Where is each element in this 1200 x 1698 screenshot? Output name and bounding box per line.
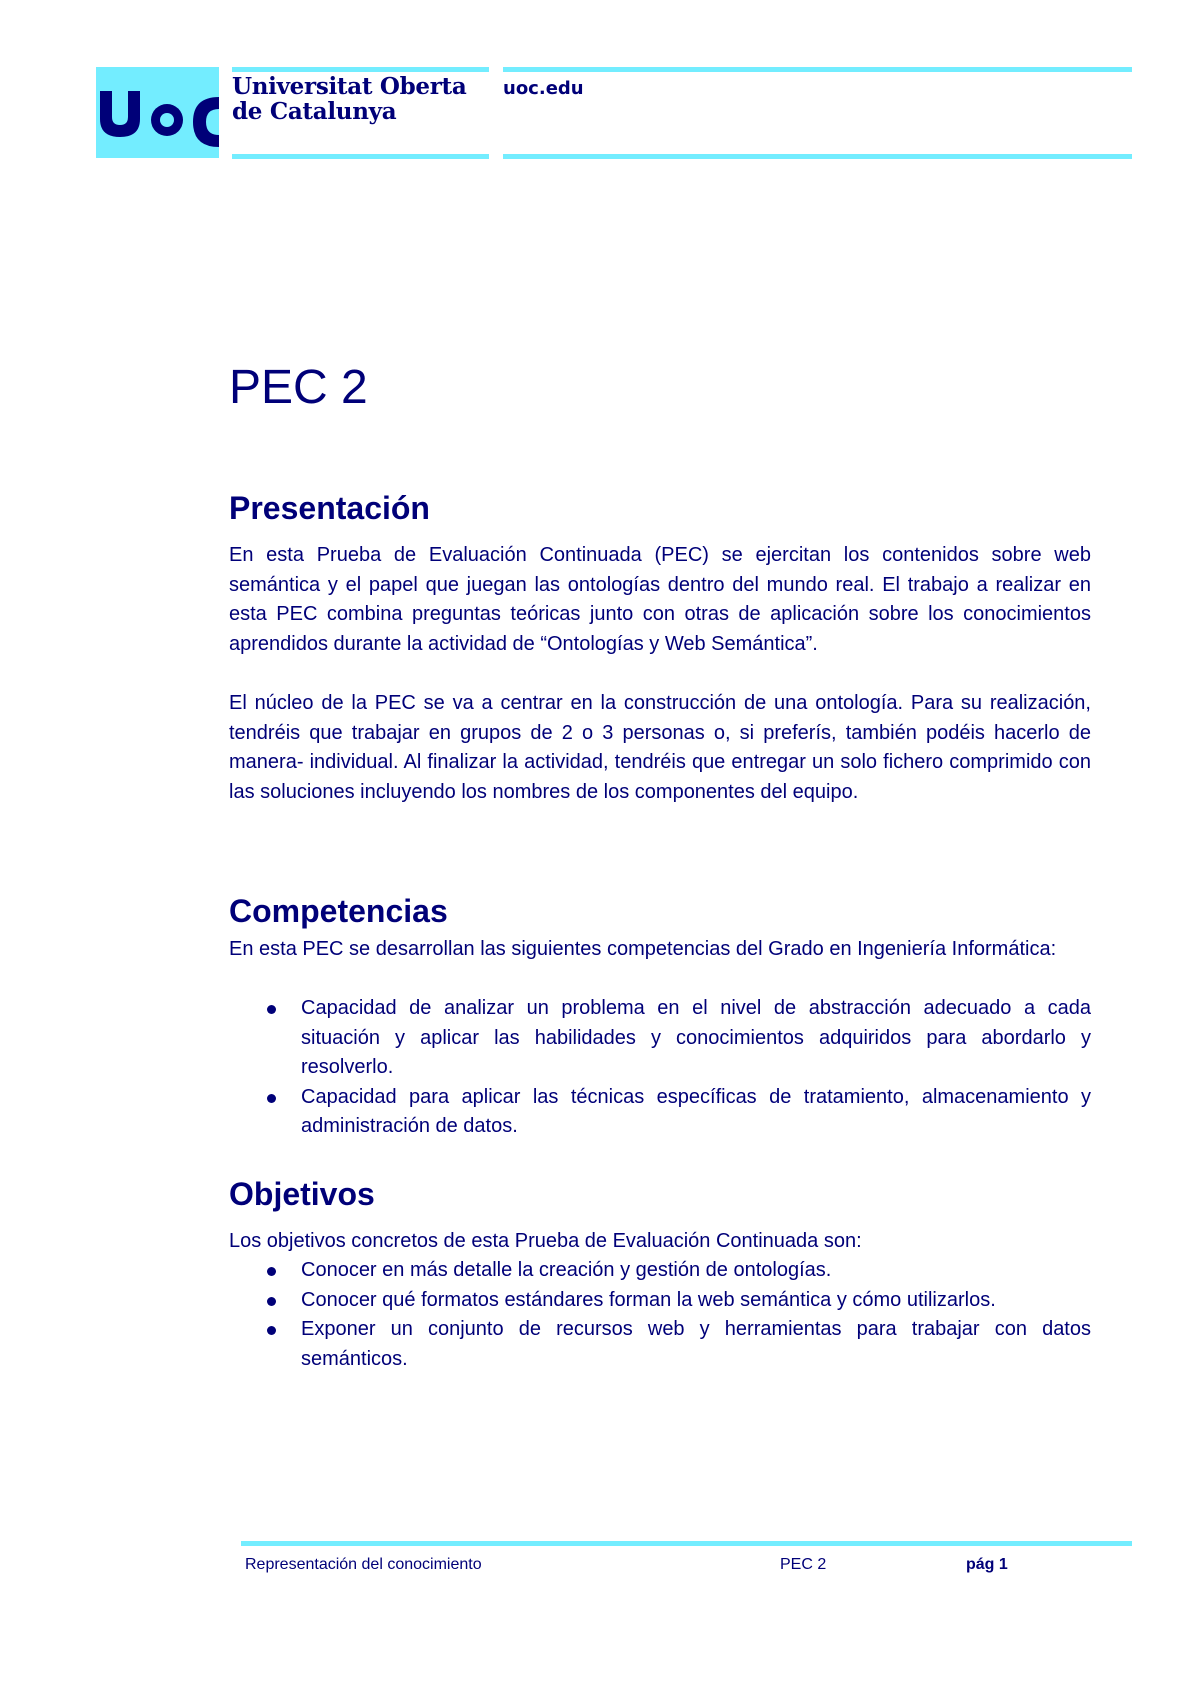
objetivos-list [229, 1256, 1091, 1374]
header-divider-top-right [503, 67, 1132, 72]
competencias-intro: En esta PEC se desarrollan las siguientes competencias del Grado en Ingeniería Informática: [229, 938, 1057, 960]
bullet-icon [267, 1267, 276, 1276]
list-item-text: Conocer qué formatos estándares forman la web semántica y cómo utilizarlos. [301, 1288, 996, 1311]
list-item [229, 1083, 1091, 1142]
objetivos-intro: Los objetivos concretos de esta Prueba de Evaluación Continuada son: [229, 1230, 862, 1252]
header-divider-top-left [232, 67, 489, 72]
list-item [229, 994, 1091, 1083]
section-heading-presentacion: Presentación [229, 490, 430, 526]
bullet-icon [267, 1005, 276, 1014]
header-divider-bottom-left [232, 154, 489, 159]
page-title: PEC 2 [229, 361, 368, 414]
footer-course-name: Representación del conocimiento [245, 1556, 482, 1573]
list-item [229, 1286, 1091, 1316]
footer-divider [241, 1541, 1132, 1546]
bullet-icon [267, 1326, 276, 1335]
university-name-line2: de Catalunya [232, 98, 397, 125]
bullet-icon [267, 1297, 276, 1306]
uoc-logo [96, 67, 219, 158]
list-item-text: Exponer un conjunto de recursos web y herramientas para trabajar con datos semánticos. [301, 1318, 1091, 1370]
university-name [232, 74, 466, 124]
header-divider-bottom-right [503, 154, 1132, 159]
site-url-link[interactable]: uoc.edu [503, 78, 584, 99]
competencias-list [229, 994, 1091, 1142]
list-item-text: Capacidad de analizar un problema en el nivel de abstracción adecuado a cada situación y aplicar las habilidades y conocimientos adquiridos para abordarlo y resolverlo. [301, 997, 1091, 1078]
section-heading-objetivos: Objetivos [229, 1176, 375, 1212]
footer-page-number: pág 1 [966, 1556, 1008, 1573]
list-item-text: Capacidad para aplicar las técnicas específicas de tratamiento, almacenamiento y administración de datos. [301, 1085, 1091, 1137]
bullet-icon [267, 1094, 276, 1103]
presentacion-paragraph-2: El núcleo de la PEC se va a centrar en la construcción de una ontología. Para su realización, tendréis que trabajar en grupos de 2 o 3 personas o, si preferís, también podéis hacerlo de manera- individual. Al finalizar la actividad, tendréis que entregar un solo fichero comprimido con las soluciones incluyendo los nombres de los componentes del equipo. [229, 692, 1091, 803]
section-heading-competencias: Competencias [229, 893, 448, 929]
uoc-logo-icon [96, 67, 219, 158]
footer-document-name: PEC 2 [780, 1556, 827, 1573]
university-name-line1: Universitat Oberta [232, 73, 467, 100]
list-item [229, 1315, 1091, 1374]
presentacion-paragraph-1: En esta Prueba de Evaluación Continuada (PEC) se ejercitan los contenidos sobre web semántica y el papel que juegan las ontologías dentro del mundo real. El trabajo a realizar en esta PEC combina preguntas teóricas junto con otras de aplicación sobre los conocimientos aprendidos durante la actividad de “Ontologías y Web Semántica”. [229, 544, 1091, 655]
list-item [229, 1256, 1091, 1286]
list-item-text: Conocer en más detalle la creación y gestión de ontologías. [301, 1259, 832, 1281]
